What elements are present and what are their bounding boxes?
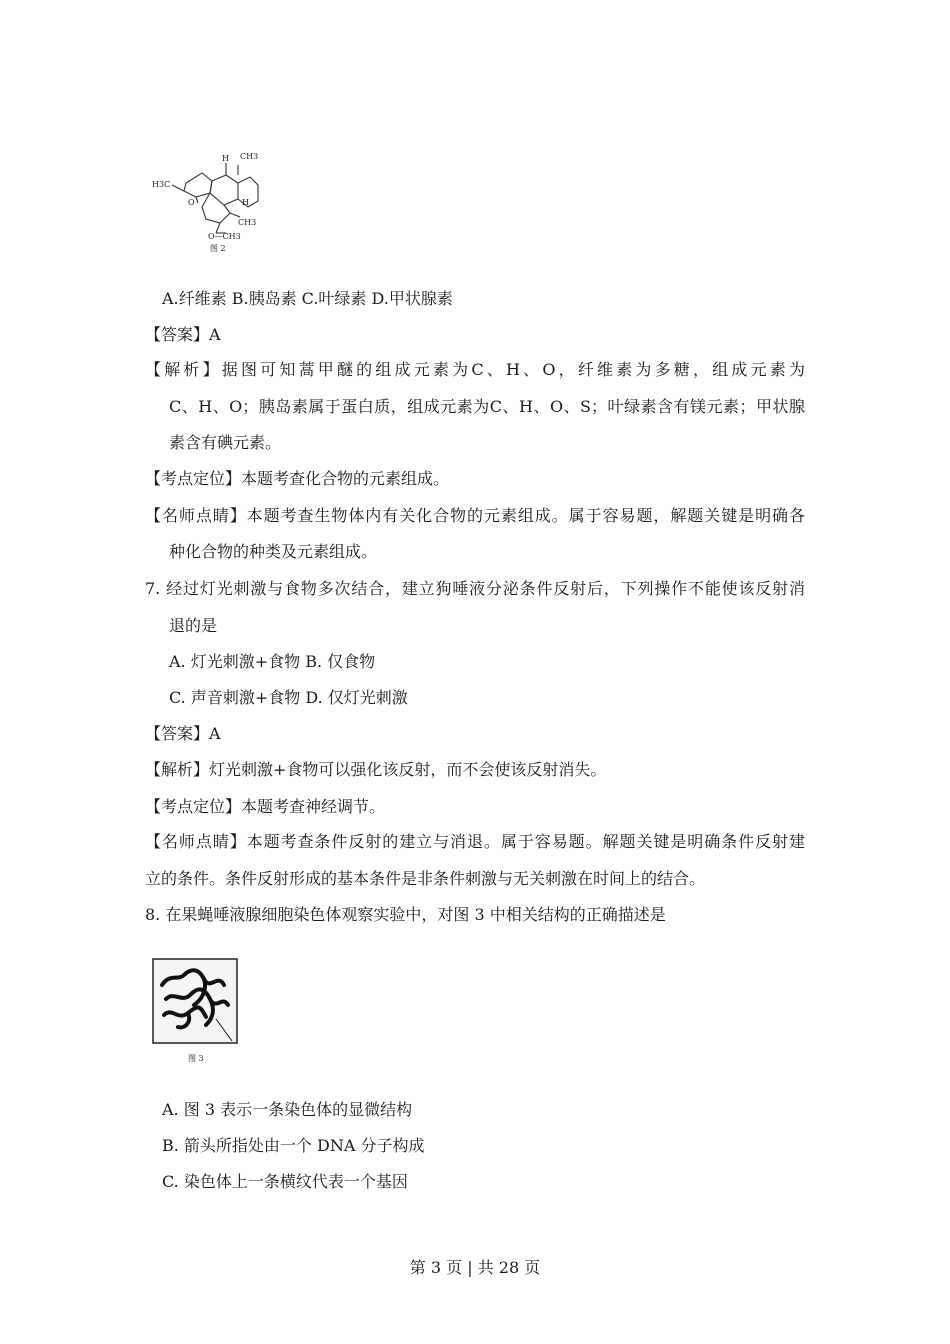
q6-analysis-line3: 素含有碘元素。 bbox=[169, 433, 282, 452]
q6-analysis-line1: 【解析】据图可知蒿甲醚的组成元素为C、H、O，纤维素为多糖，组成元素为 bbox=[145, 360, 805, 379]
q7-tip-line1: 【名师点睛】本题考查条件反射的建立与消退。属于容易题。解题关键是明确条件反射建 bbox=[145, 832, 805, 851]
q6-answer: 【答案】A bbox=[145, 325, 221, 344]
q6-tip-line1: 【名师点睛】本题考查生物体内有关化合物的元素组成。属于容易题，解题关键是明确各 bbox=[145, 506, 805, 525]
q7-point: 【考点定位】本题考查神经调节。 bbox=[145, 797, 386, 816]
figure-2-structure bbox=[150, 145, 260, 255]
q8-stem: 8. 在果蝇唾液腺细胞染色体观察实验中，对图 3 中相关结构的正确描述是 bbox=[145, 905, 666, 924]
svg-text:H: H bbox=[242, 198, 249, 207]
svg-text:H: H bbox=[222, 154, 229, 163]
page-footer: 第 3 页 | 共 28 页 bbox=[409, 1258, 541, 1277]
q7-stem-line1: 7. 经过灯光刺激与食物多次结合，建立狗唾液分泌条件反射后，下列操作不能使该反射消 bbox=[145, 579, 805, 598]
q7-options-ab: A. 灯光刺激+食物 B. 仅食物 bbox=[169, 652, 376, 671]
svg-text:CH3: CH3 bbox=[238, 218, 257, 227]
q6-point: 【考点定位】本题考查化合物的元素组成。 bbox=[145, 469, 450, 488]
svg-text:O—CH3: O—CH3 bbox=[208, 232, 241, 241]
q7-analysis: 【解析】灯光刺激+食物可以强化该反射，而不会使该反射消失。 bbox=[145, 760, 607, 779]
q7-answer: 【答案】A bbox=[145, 724, 221, 743]
svg-text:图 3: 图 3 bbox=[188, 1054, 204, 1063]
svg-text:O: O bbox=[188, 198, 195, 207]
figure-3-chromosome-micrograph bbox=[148, 955, 243, 1065]
q8-option-c: C. 染色体上一条横纹代表一个基因 bbox=[162, 1172, 408, 1191]
q6-options: A.纤维素 B.胰岛素 C.叶绿素 D.甲状腺素 bbox=[162, 289, 453, 308]
svg-text:图 2: 图 2 bbox=[210, 244, 226, 253]
q7-options-cd: C. 声音刺激+食物 D. 仅灯光刺激 bbox=[169, 688, 408, 707]
q7-stem-line2: 退的是 bbox=[169, 616, 218, 635]
q8-option-a: A. 图 3 表示一条染色体的显微结构 bbox=[162, 1100, 413, 1119]
svg-text:H3C: H3C bbox=[152, 180, 171, 189]
q7-tip-line2: 立的条件。条件反射形成的基本条件是非条件刺激与无关刺激在时间上的结合。 bbox=[145, 869, 706, 888]
q6-analysis-line2: C、H、O；胰岛素属于蛋白质，组成元素为C、H、O、S；叶绿素含有镁元素；甲状腺 bbox=[169, 397, 805, 416]
q8-option-b: B. 箭头所指处由一个 DNA 分子构成 bbox=[162, 1136, 425, 1155]
q6-tip-line2: 种化合物的种类及元素组成。 bbox=[169, 542, 378, 561]
svg-text:CH3: CH3 bbox=[240, 152, 259, 161]
